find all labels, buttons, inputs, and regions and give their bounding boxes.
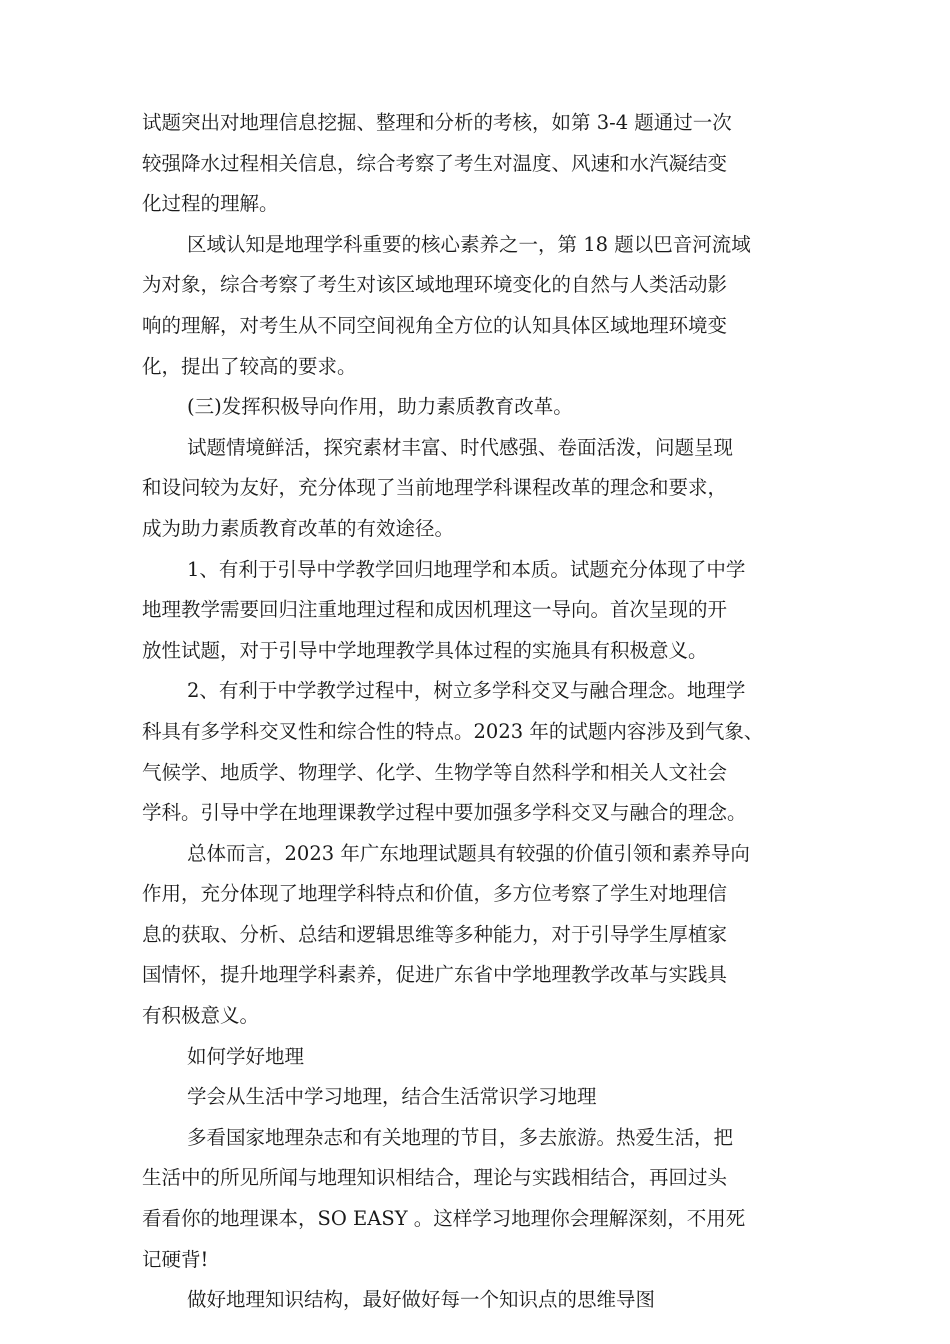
text-line: 响的理解，对考生从不同空间视角全方位的认知具体区域地理环境变: [142, 313, 728, 337]
text-line: 化过程的理解。: [142, 192, 279, 216]
text-line: 如何学好地理: [187, 1044, 305, 1068]
text-line: 成为助力素质教育改革的有效途径。: [142, 516, 455, 540]
text-line: 和设问较为友好，充分体现了当前地理学科课程改革的理念和要求，: [142, 476, 728, 500]
text-line: 地理教学需要回归注重地理过程和成因机理这一导向。首次呈现的开: [142, 598, 728, 622]
text-line: 学会从生活中学习地理，结合生活常识学习地理: [187, 1085, 597, 1109]
text-line: 看看你的地理课本，SO EASY 。这样学习地理你会理解深刻，不用死: [142, 1207, 746, 1231]
text-line: 为对象，综合考察了考生对该区域地理环境变化的自然与人类活动影: [142, 273, 728, 297]
text-line: 作用，充分体现了地理学科特点和价值，多方位考察了学生对地理信: [142, 882, 728, 906]
text-line: 科具有多学科交叉性和综合性的特点。2023 年的试题内容涉及到气象、: [142, 719, 764, 743]
text-line: 国情怀，提升地理学科素养，促进广东省中学地理教学改革与实践具: [142, 963, 728, 987]
text-line: 做好地理知识结构，最好做好每一个知识点的思维导图: [187, 1288, 656, 1312]
text-line: 1、有利于引导中学教学回归地理学和本质。试题充分体现了中学: [187, 557, 746, 581]
text-line: 气候学、地质学、物理学、化学、生物学等自然科学和相关人文社会: [142, 760, 728, 784]
text-line: 生活中的所见所闻与地理知识相结合，理论与实践相结合，再回过头: [142, 1166, 728, 1190]
text-line: 2、有利于中学教学过程中，树立多学科交叉与融合理念。地理学: [187, 679, 746, 703]
text-line: 息的获取、分析、总结和逻辑思维等多种能力，对于引导学生厚植家: [142, 922, 728, 946]
text-line: 区域认知是地理学科重要的核心素养之一，第 18 题以巴音河流域: [187, 232, 751, 256]
text-line: 学科。引导中学在地理课教学过程中要加强多学科交叉与融合的理念。: [142, 801, 747, 825]
text-line: 总体而言，2023 年广东地理试题具有较强的价值引领和素养导向: [187, 841, 750, 865]
document-body: [142, 103, 812, 1321]
text-line: (三)发挥积极导向作用，助力素质教育改革。: [187, 395, 573, 419]
text-line: 多看国家地理杂志和有关地理的节目，多去旅游。热爱生活，把: [187, 1125, 734, 1149]
text-line: 记硬背!: [142, 1247, 209, 1271]
text-line: 试题突出对地理信息挖掘、整理和分析的考核，如第 3-4 题通过一次: [142, 111, 732, 134]
text-line: 较强降水过程相关信息，综合考察了考生对温度、风速和水汽凝结变: [142, 151, 728, 175]
text-line: 放性试题，对于引导中学地理教学具体过程的实施具有积极意义。: [142, 638, 708, 662]
text-line: 试题情境鲜活，探究素材丰富、时代感强、卷面活泼，问题呈现: [187, 435, 734, 459]
text-line: 化，提出了较高的要求。: [142, 354, 357, 378]
text-line: 有积极意义。: [142, 1004, 260, 1028]
